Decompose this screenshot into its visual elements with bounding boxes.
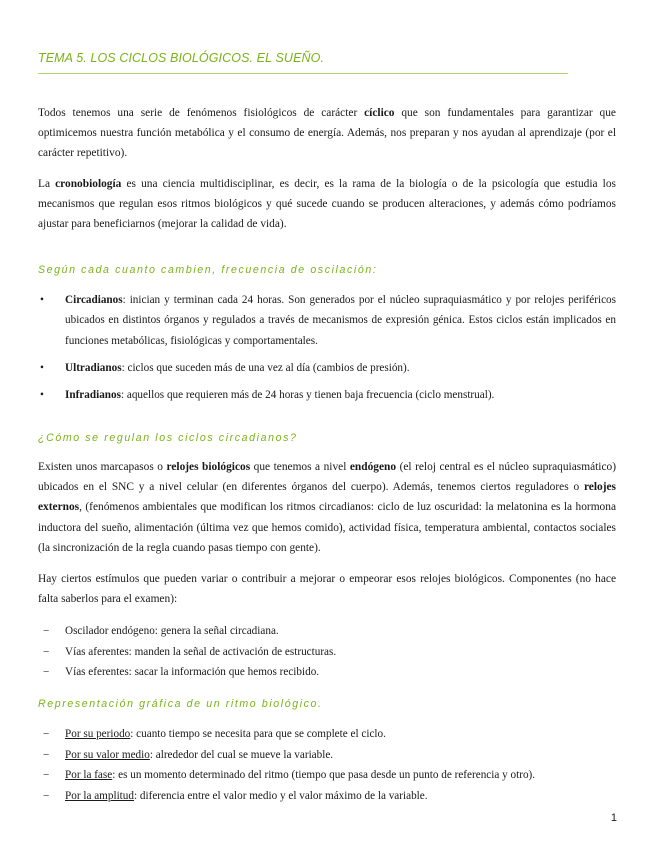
bullet-marker: •	[40, 388, 44, 401]
reg-text-4: , (fenómenos ambientales que modifican los ritmos circadianos: ciclo de luz oscuridad: la melatonina es la hormona inductora del sueño, alimentación (última vez que hemos comido), actividad física, temperatura ambiental, contactos sociales (la sincronización de la regla cuando pasas tiempo con gente).	[38, 501, 616, 554]
term-fase: Por la fase	[65, 769, 113, 782]
dash-marker: −	[43, 728, 50, 740]
term-circadianos: Circadianos	[65, 294, 123, 306]
list-item	[38, 662, 616, 683]
regulation-paragraph	[38, 457, 616, 558]
cronobiologia-paragraph	[38, 174, 616, 235]
desc-circadianos: : inician y terminan cada 24 horas. Son generados por el núcleo supraquiasmático y por relojes periféricos ubicados en distintos órganos y regulados a través de mecanismos de expresión génica. Estos ciclos están implicados en funciones metabólicas, fisiológicas y comportamentales.	[65, 294, 616, 347]
crono-text-2: es una ciencia multidisciplinar, es decir, es la rama de la biología o de la psicología que estudia los mecanismos que regulan esos ritmos biológicos y qué sucede cuando se producen alteraciones, y además cómo podríamos ajustar para beneficiarnos (mejorar la calidad de vida).	[38, 178, 616, 231]
dash-marker: −	[43, 645, 50, 658]
component-text: Vías eferentes: sacar la información que hemos recibido.	[65, 666, 320, 679]
list-item-circadianos	[38, 290, 616, 351]
component-text: Oscilador endógeno: genera la señal circadiana.	[65, 625, 279, 637]
frequency-list	[38, 290, 616, 405]
dash-marker: −	[43, 666, 50, 679]
list-item-amplitud	[38, 786, 616, 807]
reg-text-1: Existen unos marcapasos o	[38, 461, 167, 473]
crono-text-1: La	[38, 178, 56, 190]
frequency-heading: Según cada cuanto cambien, frecuencia de oscilación:	[38, 264, 378, 276]
list-item-valor-medio	[38, 745, 616, 766]
term-ultradianos: Ultradianos	[65, 361, 122, 374]
reg-bold-relojes-biologicos: relojes biológicos	[166, 461, 251, 473]
term-periodo: Por su periodo	[65, 728, 131, 740]
term-valor-medio: Por su valor medio	[65, 748, 150, 761]
desc-ultradianos: : ciclos que suceden más de una vez al día (cambios de presión).	[121, 361, 410, 374]
representation-list	[38, 724, 616, 806]
list-item-ultradianos	[38, 358, 616, 378]
list-item-infradianos	[38, 385, 616, 405]
desc-amplitud: : diferencia entre el valor medio y el valor máximo de la variable.	[133, 789, 428, 802]
component-text: Vías aferentes: manden la señal de activación de estructuras.	[65, 645, 337, 658]
desc-infradianos: : aquellos que requieren más de 24 horas y tienen baja frecuencia (ciclo menstrual).	[120, 388, 495, 401]
list-item-fase	[38, 765, 616, 786]
list-item	[38, 642, 616, 663]
dash-marker: −	[43, 748, 50, 761]
intro-text-2: que son fundamentales para garantizar que optimicemos nuestra función metabólica y el consumo de energía. Además, nos preparan y nos ayudan al aprendizaje (por el carácter repetitivo).	[38, 107, 616, 160]
representation-heading: Representación gráfica de un ritmo biológico.	[38, 698, 323, 710]
dash-marker: −	[43, 625, 50, 637]
reg-bold-endogeno: endógeno	[349, 461, 397, 473]
desc-periodo: : cuanto tiempo se necesita para que se complete el ciclo.	[130, 728, 386, 740]
list-item	[38, 621, 616, 642]
bullet-marker: •	[40, 361, 44, 374]
bullet-marker: •	[40, 294, 44, 306]
dash-marker: −	[43, 769, 50, 782]
stimuli-paragraph: Hay ciertos estímulos que pueden variar o contribuir a mejorar o empeorar esos relojes biológicos. Componentes (no hace falta saberlos para el examen):	[38, 573, 616, 606]
intro-bold-term: cíclico	[364, 107, 395, 119]
list-item-periodo	[38, 724, 616, 745]
components-list	[38, 621, 616, 683]
intro-text-1: Todos tenemos una serie de fenómenos fisiológicos de carácter	[38, 107, 365, 119]
crono-bold-term: cronobiología	[55, 178, 122, 190]
regulation-heading: ¿Cómo se regulan los ciclos circadianos?	[38, 432, 298, 444]
dash-marker: −	[43, 789, 50, 802]
intro-paragraph	[38, 103, 616, 164]
reg-text-2: que tenemos a nivel	[250, 461, 350, 473]
term-amplitud: Por la amplitud	[65, 789, 134, 802]
document-title: TEMA 5. LOS CICLOS BIOLÓGICOS. EL SUEÑO.	[38, 51, 325, 65]
reg-bold-relojes-externos: relojes externos	[38, 481, 616, 514]
desc-fase: : es un momento determinado del ritmo (tiempo que pasa desde un punto de referencia y otro).	[112, 769, 536, 782]
reg-text-3: (el reloj central es el núcleo supraquiasmático) ubicados en el SNC y a nivel celular (en diferentes órganos del cuerpo). Además, tenemos ciertos reguladores o	[38, 461, 616, 494]
title-underline	[38, 73, 568, 74]
page-number: 1	[610, 812, 617, 824]
term-infradianos: Infradianos	[65, 388, 121, 401]
desc-valor-medio: : alrededor del cual se mueve la variable.	[149, 748, 334, 761]
